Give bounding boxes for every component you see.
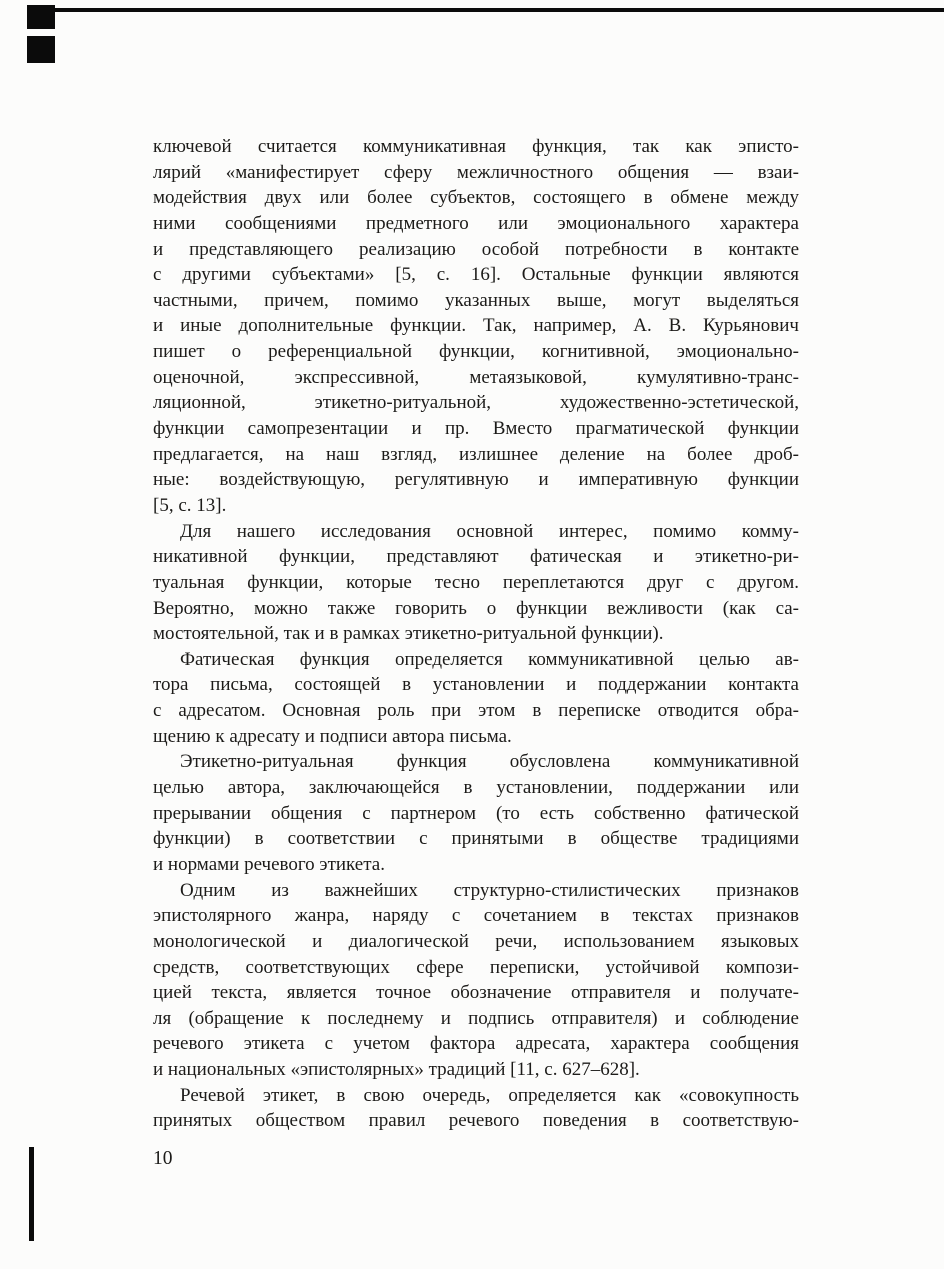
text-line: функции самопрезентации и пр. Вместо прагматической функции [153,418,799,440]
text-line: туальная функции, которые тесно переплетаются друг с другом. [153,571,799,593]
text-line: предлагается, на наш взгляд, излишнее деление на более дроб- [153,443,799,465]
text-line: ные: воздействующую, регулятивную и императивную функции [153,469,799,491]
text-line: ляционной, этикетно-ритуальной, художественно-эстетической, [153,392,799,414]
paragraph [153,134,799,519]
text-line: средств, соответствующих сфере переписки, устойчивой компози- [153,956,799,978]
scan-mark-bottom-left-line [29,1147,34,1241]
text-line: целью автора, заключающейся в установлении, поддержании или [153,777,799,799]
text-line: эпистолярного жанра, наряду с сочетанием в текстах признаков [153,905,799,927]
text-line: Вероятно, можно также говорить о функции вежливости (как са- [153,597,799,619]
text-line: принятых обществом правил речевого поведения в соответствую- [153,1110,799,1132]
text-block [153,134,799,1134]
text-line: и иные дополнительные функции. Так, например, А. В. Курьянович [153,315,799,337]
text-line: ними сообщениями предметного или эмоционального характера [153,212,799,234]
text-line: [5, с. 13]. [153,494,227,516]
text-line: функции) в соответствии с принятыми в обществе традициями [153,828,799,850]
text-line: тора письма, состоящей в установлении и поддержании контакта [153,674,799,696]
paragraph [153,519,799,647]
text-line: частными, причем, помимо указанных выше, могут выделяться [153,289,799,311]
text-line: Этикетно-ритуальная функция обусловлена коммуникативной [180,751,799,773]
paragraph [153,1083,799,1134]
text-line: Речевой этикет, в свою очередь, определяется как «совокупность [180,1084,799,1106]
text-line: Одним из важнейших структурно-стилистических признаков [180,879,799,901]
text-line: лярий «манифестирует сферу межличностного общения — взаи- [153,161,799,183]
text-line: с другими субъектами» [5, с. 16]. Остальные функции являются [153,264,799,286]
text-line: Для нашего исследования основной интерес, помимо комму- [180,520,799,542]
text-line: прерывании общения с партнером (то есть собственно фатической [153,802,799,824]
paragraph [153,749,799,877]
text-line: оценочной, экспрессивной, метаязыковой, кумулятивно-транс- [153,366,799,388]
text-line: мостоятельной, так и в рамках этикетно-ритуальной функции). [153,623,664,645]
text-line: и национальных «эпистолярных» традиций [11, с. 627–628]. [153,1059,640,1081]
paragraph [153,647,799,750]
scan-mark-top-line [55,8,944,12]
text-line: с адресатом. Основная роль при этом в переписке отводится обра- [153,700,799,722]
scan-mark-square-bottom [27,36,55,63]
text-line: и нормами речевого этикета. [153,853,385,875]
scan-mark-square-top [27,5,55,29]
text-line: ключевой считается коммуникативная функция, так как эписто- [153,136,799,157]
text-line: ля (обращение к последнему и подпись отправителя) и соблюдение [153,1007,799,1029]
page-number: 10 [153,1148,173,1169]
text-line: модействия двух или более субъектов, состоящего в обмене между [153,187,799,209]
paragraph [153,878,799,1083]
text-line: Фатическая функция определяется коммуникативной целью ав- [180,648,799,670]
text-line: монологической и диалогической речи, использованием языковых [153,930,799,952]
text-line: и представляющего реализацию особой потребности в контакте [153,238,799,260]
text-line: цией текста, является точное обозначение отправителя и получате- [153,982,799,1004]
text-line: пишет о референциальной функции, когнитивной, эмоционально- [153,341,799,363]
text-line: никативной функции, представляют фатическая и этикетно-ри- [153,546,799,568]
text-line: щению к адресату и подписи автора письма. [153,725,512,747]
text-line: речевого этикета с учетом фактора адресата, характера сообщения [153,1033,799,1055]
